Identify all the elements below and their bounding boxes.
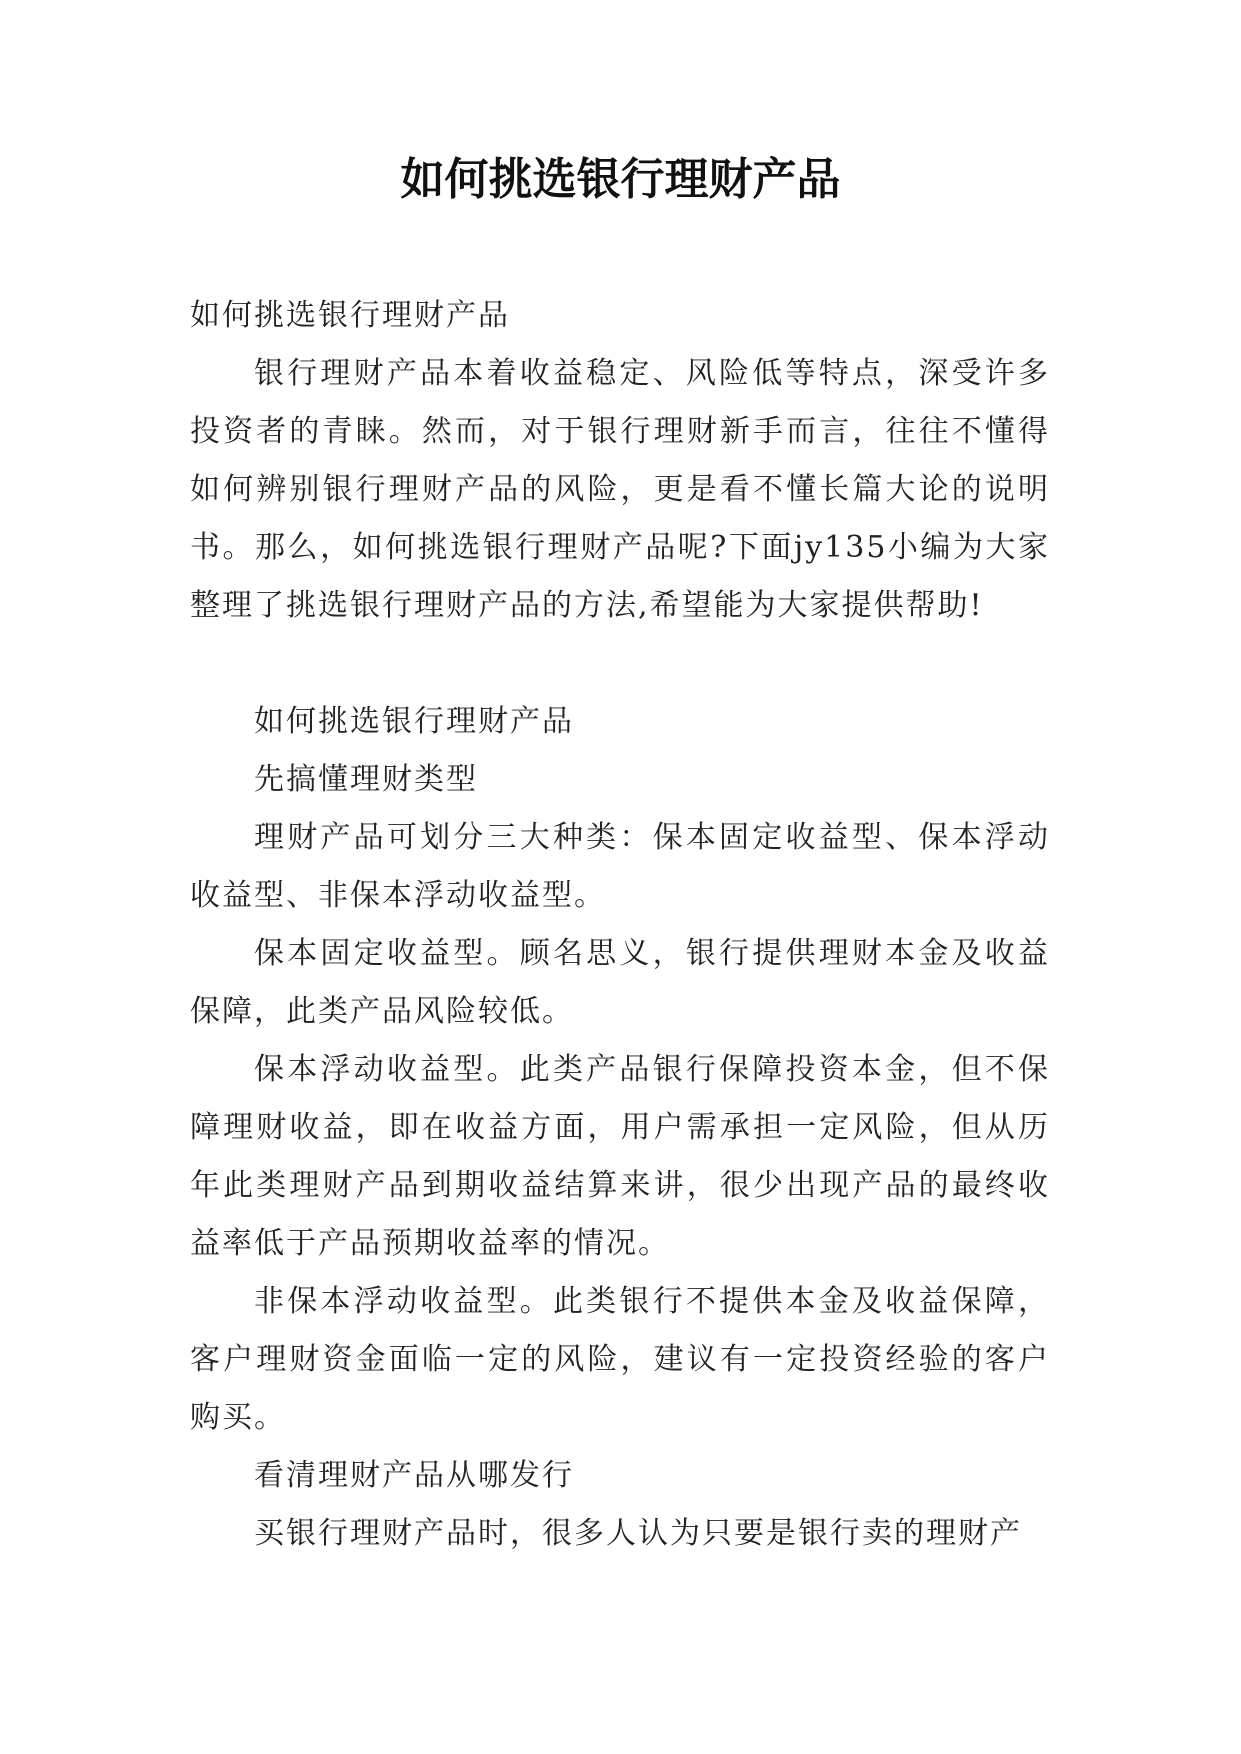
types-paragraph: 理财产品可划分三大种类：保本固定收益型、保本浮动收益型、非保本浮动收益型。 [190,820,1050,913]
subsection-heading: 看清理财产品从哪发行 [254,1458,574,1493]
fixed-income-paragraph: 保本固定收益型。顾名思义，银行提供理财本金及收益保障，此类产品风险较低。 [190,936,1050,1029]
non-guaranteed-paragraph: 非保本浮动收益型。此类银行不提供本金及收益保障，客户理财资金面临一定的风险，建议有一定投资经验的客户购买。 [190,1284,1050,1435]
issuer-paragraph: 买银行理财产品时，很多人认为只要是银行卖的理财产 [254,1516,1022,1551]
paragraph-spacer [190,635,1050,693]
document-body [190,287,1050,1563]
document-title: 如何挑选银行理财产品 [400,154,841,205]
body-subtitle: 如何挑选银行理财产品 [190,298,510,333]
intro-paragraph: 银行理财产品本着收益稳定、风险低等特点，深受许多投资者的青睐。然而，对于银行理财新手而言，往往不懂得如何辨别银行理财产品的风险，更是看不懂长篇大论的说明书。那么，如何挑选银行理财产品呢?下面jy135小编为大家整理了挑选银行理财产品的方法,希望能为大家提供帮助! [190,356,1050,623]
subsection-heading: 先搞懂理财类型 [254,762,478,797]
section-heading: 如何挑选银行理财产品 [254,704,574,739]
floating-income-paragraph: 保本浮动收益型。此类产品银行保障投资本金，但不保障理财收益，即在收益方面，用户需承担一定风险，但从历年此类理财产品到期收益结算来讲，很少出现产品的最终收益率低于产品预期收益率的情况。 [190,1052,1050,1261]
